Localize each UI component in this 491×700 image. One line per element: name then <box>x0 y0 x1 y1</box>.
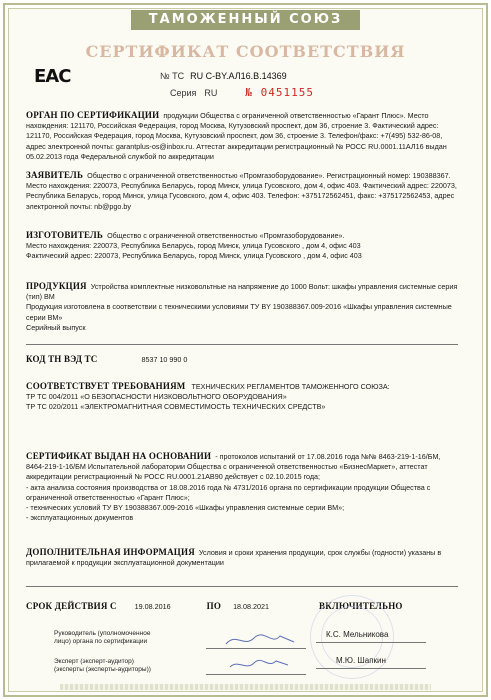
validity-from-date: 19.08.2016 <box>134 602 171 611</box>
code-value: 8537 10 990 0 <box>141 355 188 364</box>
name-line <box>316 668 426 669</box>
certificate-number: RU C-BY.АЛ16.В.14369 <box>190 71 287 81</box>
head-signatory-name: К.С. Мельникова <box>326 630 389 639</box>
organ-text: продукции Общества с ограниченной ответственностью «Гарант Плюс». Место нахождения: 121170, Российская Федерация, город Москва, Кутузовский проспект, дом 36, строение 3. Фактический адрес: 121170, Российская Федерация, город Москва, Кутузовский проспект, дом 36, строение 3. Телефон/факс: +7(495) 532-86-08, адрес электронной почты: garantplus-os@inbox.ru. Аттестат аккредитации регистрационный № РОСС RU.0001.11АЛ16 выдан 05.02.2013 года Федеральной службой по аккредитации <box>26 111 447 161</box>
validity-to-label: ПО <box>206 601 222 611</box>
certificate-title: СЕРТИФИКАТ СООТВЕТСТВИЯ <box>85 42 406 61</box>
manufacturer-section <box>26 230 458 262</box>
number-label: № ТС <box>160 71 185 81</box>
product-specification: Продукция изготовлена в соответствии с техническими условиями ТУ BY 190388367.009-2016 «Шкафы управления системные серии ВМ» <box>26 302 452 322</box>
basis-production-act: - акта анализа состояния производства от 18.08.2016 года № 4731/2016 органа по сертификации продукции Общества с ограниченной ответственностью «Гарант Плюс»; <box>26 482 431 502</box>
series-ru: RU <box>204 88 218 98</box>
series-line <box>170 86 314 99</box>
organ-section <box>26 110 458 162</box>
requirements-section <box>26 381 458 413</box>
additional-info-text: Условия и сроки хранения продукции, срок службы (годности) указаны в прилагаемой к продукции эксплуатационной документации <box>26 548 442 568</box>
handwritten-signature-icon <box>222 630 302 650</box>
microprint-footer <box>60 684 431 690</box>
manufacturer-location: Место нахождения: 220073, Республика Беларусь, город Минск, улица Гусовского , дом 4, офис 403 <box>26 241 361 251</box>
name-line <box>316 642 426 643</box>
validity-section <box>26 601 458 612</box>
validity-from-label: СРОК ДЕЙСТВИЯ С <box>26 601 117 611</box>
code-section <box>26 354 458 365</box>
additional-info-section <box>26 547 458 568</box>
eac-logo: ЕАС <box>34 66 71 87</box>
requirements-label: СООТВЕТСТВУЕТ ТРЕБОВАНИЯМ <box>26 381 186 391</box>
regulation-020: ТР ТС 020/2011 «ЭЛЕКТРОМАГНИТНАЯ СОВМЕСТИМОСТЬ ТЕХНИЧЕСКИХ СРЕДСТВ» <box>26 402 326 412</box>
applicant-section <box>26 170 458 212</box>
code-label: КОД ТН ВЭД ТС <box>26 354 98 364</box>
divider-line <box>26 586 458 587</box>
additional-info-label: ДОПОЛНИТЕЛЬНАЯ ИНФОРМАЦИЯ <box>26 547 195 557</box>
head-label-line-2: лицо) органа по сертификации <box>54 638 148 645</box>
handwritten-signature-icon <box>226 655 296 675</box>
product-description: Устройства комплектные низковольтные на напряжение до 1000 Вольт: шкафы управления системные серия (тип) ВМ <box>26 282 458 302</box>
regulation-004: ТР ТС 004/2011 «О БЕЗОПАСНОСТИ НИЗКОВОЛЬТНОГО ОБОРУДОВАНИЯ» <box>26 392 287 402</box>
series-number: № 0451155 <box>245 86 315 99</box>
expert-label-line-1: Эксперт (эксперт-аудитор) <box>54 658 134 665</box>
basis-section <box>26 451 458 523</box>
certificate-number-line <box>160 71 287 81</box>
manufacturer-label: ИЗГОТОВИТЕЛЬ <box>26 230 104 240</box>
validity-inclusive-label: ВКЛЮЧИТЕЛЬНО <box>319 601 403 611</box>
manufacturer-actual-address: Фактический адрес: 220073, Республика Беларусь, город Минск, улица Гусовского , дом 4, офис 403 <box>26 251 362 261</box>
customs-union-banner: ТАМОЖЕННЫЙ СОЮЗ <box>131 10 360 30</box>
head-label-line-1: Руководитель (уполномоченное <box>54 630 151 637</box>
divider-line <box>26 344 458 345</box>
manufacturer-name: Общество с ограниченной ответственностью «Промгазоборудование». <box>107 231 345 240</box>
basis-technical-conditions: - технических условий ТУ BY 190388367.009-2016 «Шкафы управления системные серии ВМ»; <box>26 503 345 513</box>
organ-label: ОРГАН ПО СЕРТИФИКАЦИИ <box>26 110 160 120</box>
basis-label: СЕРТИФИКАТ ВЫДАН НА ОСНОВАНИИ <box>26 451 212 461</box>
applicant-text: Общество с ограниченной ответственностью «Промгазоборудование». Регистрационный номер: 190388367. Место нахождения: 220073, Республика Беларусь, город Минск, улица Гусовского, дом 4, офис 403. Фактический адрес: 220073, Республика Беларусь, город Минск, улица Гусовского, дом 4, офис 403. Телефон: +375172562451, факс: +375172562453, адрес электронной почты: nb@pgo.by <box>26 171 457 211</box>
expert-name: М.Ю. Шапкин <box>336 656 386 665</box>
expert-label <box>54 658 151 674</box>
basis-protocols: - протоколов испытаний от 17.08.2016 года №№ 8463-219-1-16/БМ, 8464-219-1-16/БМ Испытательной лаборатории Общества с ограниченной ответственностью «БизнесМаркет», аттестат аккредитации регистрационный № РОСС RU.0001.21АВ90 действует с 02.10.2015 года; <box>26 452 441 482</box>
product-release-type: Серийный выпуск <box>26 322 86 332</box>
product-section <box>26 281 458 333</box>
product-label: ПРОДУКЦИЯ <box>26 281 87 291</box>
basis-operational-docs: - эксплуатационных документов <box>26 513 134 523</box>
signature-area <box>26 622 466 682</box>
expert-label-line-2: (эксперты (эксперты-аудиторы)) <box>54 666 151 673</box>
head-signatory-label <box>54 630 150 646</box>
requirements-head: ТЕХНИЧЕСКИХ РЕГЛАМЕНТОВ ТАМОЖЕННОГО СОЮЗА: <box>191 382 390 391</box>
applicant-label: ЗАЯВИТЕЛЬ <box>26 170 84 180</box>
series-label: Серия <box>170 88 197 98</box>
validity-to-date: 18.08.2021 <box>233 602 270 611</box>
